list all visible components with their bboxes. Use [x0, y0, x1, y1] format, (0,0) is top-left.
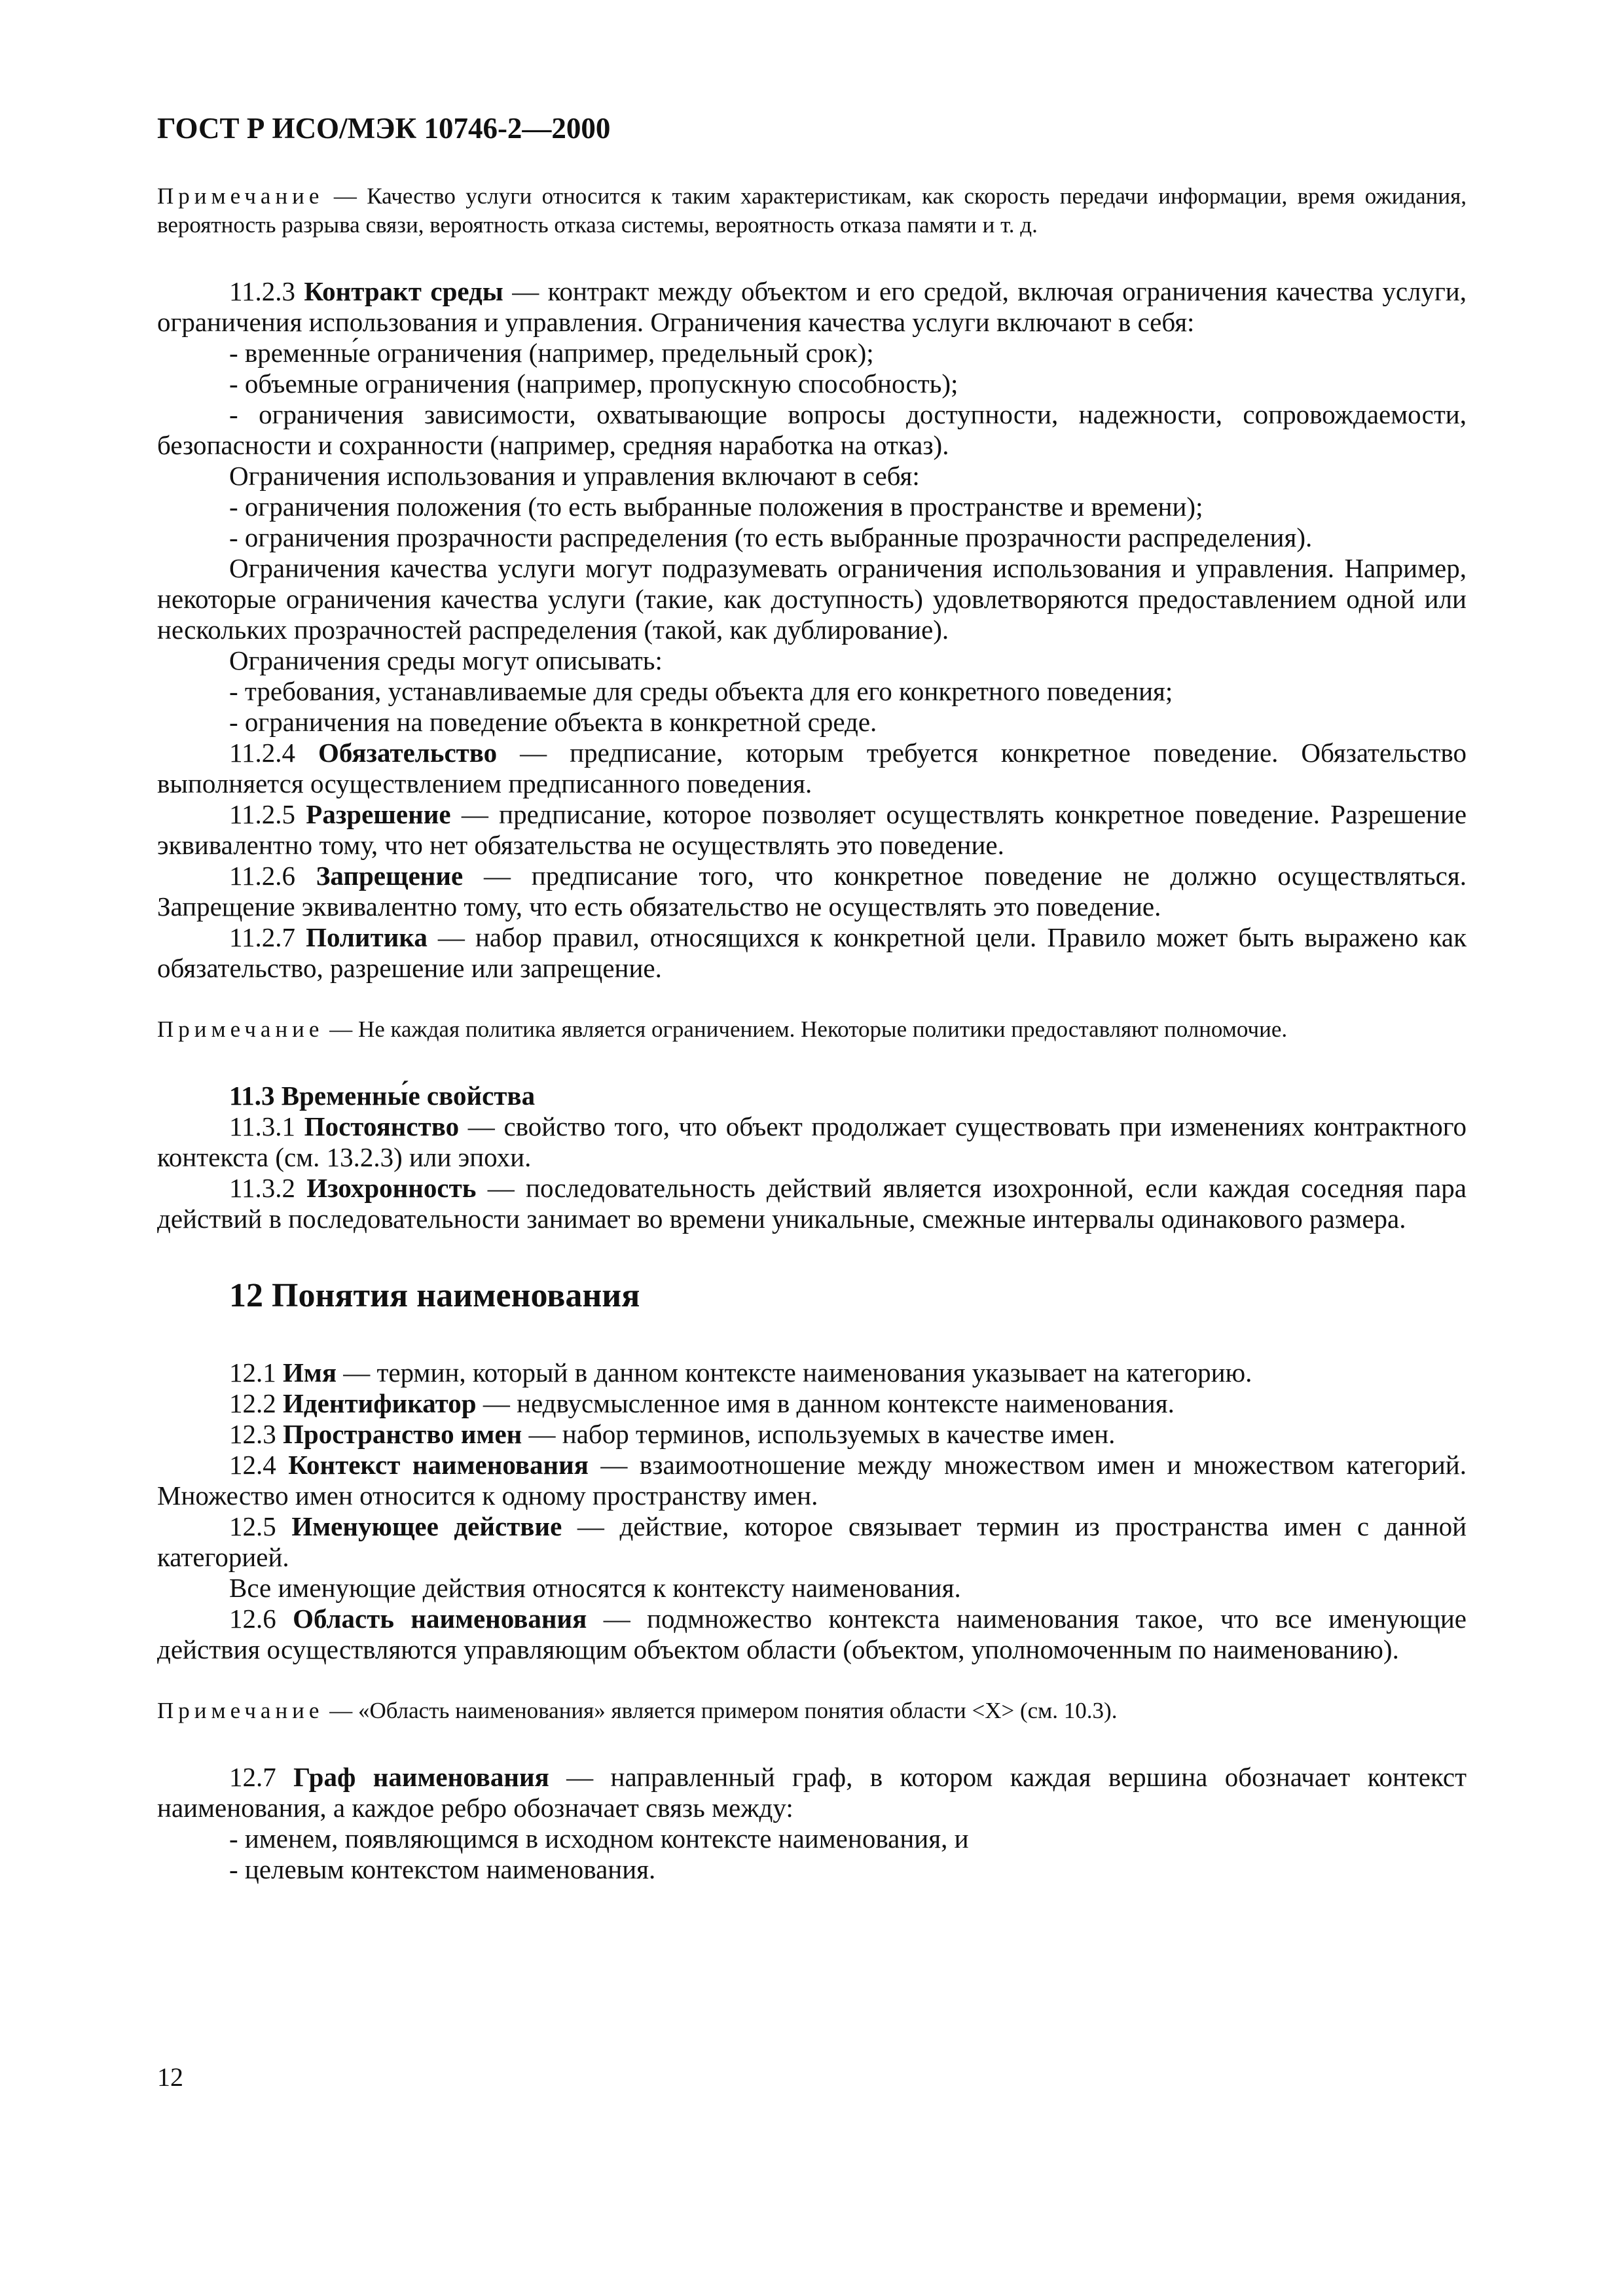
note-3-text: — «Область наименования» является примером понятия области <X> (см. 10.3).: [323, 1698, 1118, 1723]
list-item: - ограничения положения (то есть выбранные положения в пространстве и времени);: [229, 492, 1203, 522]
clause-term: Имя: [283, 1357, 337, 1388]
clause-term: Обязательство: [318, 738, 498, 768]
clause-number: 11.3.2: [229, 1173, 295, 1203]
clause-11-2-4: [157, 738, 1467, 799]
paragraph: Ограничения среды могут описывать:: [229, 645, 663, 675]
clause-text: — подмножество контекста наименования такое, что все именующие действия осуществляются управляющим объектом области (объектом, уполномоченным по наименованию).: [157, 1604, 1467, 1664]
clause-text: — предписание того, что конкретное поведение не должно осуществляться. Запрещение эквивалентно тому, что есть обязательство не осуществлять это поведение.: [157, 861, 1467, 922]
clause-12-2: [157, 1388, 1467, 1419]
list-item: - ограничения на поведение объекта в конкретной среде.: [229, 707, 877, 737]
clause-number: 12.3: [229, 1419, 276, 1449]
clause-11-3-2: [157, 1173, 1467, 1234]
clause-12-1: [157, 1357, 1467, 1388]
clause-term: Постоянство: [304, 1111, 460, 1141]
clause-number: 12.7: [229, 1762, 276, 1792]
list-item: - целевым контекстом наименования.: [229, 1854, 656, 1884]
clause-term: Запрещение: [316, 861, 464, 891]
list-item: - временны́е ограничения (например, предельный срок);: [229, 338, 874, 368]
paragraph: Ограничения качества услуги могут подразумевать ограничения использования и управления. Например, некоторые ограничения качества услуги (такие, как доступность) удовлетворяются предоставлением одной или нескольких прозрачностей распределения (такой, как дублирование).: [157, 553, 1467, 645]
clause-number: 12.2: [229, 1388, 276, 1418]
clause-text: — термин, который в данном контексте наименования указывает на категорию.: [337, 1357, 1252, 1388]
clause-text: — предписание, которое позволяет осуществлять конкретное поведение. Разрешение эквивалентно тому, что нет обязательства не осуществлять это поведение.: [157, 799, 1467, 860]
list-item: - ограничения зависимости, охватывающие вопросы доступности, надежности, сопровождаемости, безопасности и сохранности (например, средняя наработка на отказ).: [157, 399, 1467, 460]
clause-text: — набор терминов, используемых в качестве имен.: [522, 1419, 1116, 1449]
clause-number: 12.6: [229, 1604, 276, 1634]
clause-term: Идентификатор: [283, 1388, 477, 1418]
document-header: ГОСТ Р ИСО/МЭК 10746-2—2000: [157, 112, 611, 145]
note-1: [157, 182, 1467, 240]
note-2: [157, 1015, 1467, 1044]
clause-term: Пространство имен: [283, 1419, 522, 1449]
list-item: - объемные ограничения (например, пропускную способность);: [229, 368, 958, 399]
clause-text: — свойство того, что объект продолжает существовать при изменениях контрактного контекста (см. 13.2.3) или эпохи.: [157, 1111, 1467, 1172]
clause-11-2-5: [157, 799, 1467, 861]
note-2-text: — Не каждая политика является ограничением. Некоторые политики предоставляют полномочие.: [323, 1016, 1288, 1042]
section-11-3-heading: 11.3 Временны́е свойства: [229, 1081, 536, 1111]
paragraph: Все именующие действия относятся к контексту наименования.: [229, 1573, 961, 1603]
clause-12-5: [157, 1511, 1467, 1573]
clause-12-4: [157, 1450, 1467, 1511]
clause-text: — направленный граф, в котором каждая вершина обозначает контекст наименования, а каждое ребро обозначает связь между:: [157, 1762, 1467, 1823]
clause-12-6: [157, 1604, 1467, 1665]
clause-number: 11.2.5: [229, 799, 295, 829]
clause-term: Разрешение: [306, 799, 451, 829]
clause-text: — набор правил, относящихся к конкретной цели. Правило может быть выражено как обязательство, разрешение или запрещение.: [157, 922, 1467, 983]
clause-text: — контракт между объектом и его средой, включая ограничения качества услуги, ограничения использования и управления. Ограничения качества услуги включают в себя:: [157, 276, 1467, 337]
page-number: 12: [157, 2062, 183, 2092]
clause-number: 12.1: [229, 1357, 276, 1388]
clause-number: 11.2.6: [229, 861, 295, 891]
clause-term: Именующее действие: [291, 1511, 562, 1541]
clause-12-7: [157, 1762, 1467, 1823]
clause-number: 12.5: [229, 1511, 276, 1541]
clause-number: 11.3.1: [229, 1111, 295, 1141]
clause-term: Политика: [306, 922, 428, 952]
clause-11-2-3: [157, 276, 1467, 338]
note-3: [157, 1696, 1467, 1725]
clause-number: 11.2.3: [229, 276, 295, 306]
clause-term: Изохронность: [306, 1173, 477, 1203]
clause-text: — последовательность действий является изохронной, если каждая соседняя пара действий в последовательности занимает во времени уникальные, смежные интервалы одинакового размера.: [157, 1173, 1467, 1234]
clause-term: Граф наименования: [293, 1762, 549, 1792]
list-item: - требования, устанавливаемые для среды объекта для его конкретного поведения;: [229, 676, 1173, 706]
list-item: - именем, появляющимся в исходном контексте наименования, и: [229, 1823, 969, 1854]
clause-number: 11.2.7: [229, 922, 295, 952]
note-1-lead: Примечание: [157, 183, 324, 209]
clause-term: Контракт среды: [304, 276, 503, 306]
note-3-lead: Примечание: [157, 1698, 324, 1723]
clause-term: Область наименования: [293, 1604, 587, 1634]
clause-12-3: [157, 1419, 1467, 1450]
note-1-text: — Качество услуги относится к таким характеристикам, как скорость передачи информации, время ожидания, вероятность разрыва связи, вероятность отказа системы, вероятность отказа памяти и т. д.: [157, 183, 1467, 238]
clause-text: — недвусмысленное имя в данном контексте наименования.: [476, 1388, 1175, 1418]
document-page: [157, 111, 1467, 1885]
clause-text: — взаимоотношение между множеством имен и множеством категорий. Множество имен относится к одному пространству имен.: [157, 1450, 1467, 1511]
clause-11-3-1: [157, 1111, 1467, 1173]
clause-number: 11.2.4: [229, 738, 295, 768]
paragraph: Ограничения использования и управления включают в себя:: [229, 461, 920, 491]
clause-11-2-6: [157, 861, 1467, 922]
section-12-heading: 12 Понятия наименования: [229, 1277, 640, 1314]
note-2-lead: Примечание: [157, 1016, 324, 1042]
clause-text: — действие, которое связывает термин из пространства имен с данной категорией.: [157, 1511, 1467, 1572]
clause-text: — предписание, которым требуется конкретное поведение. Обязательство выполняется осуществлением предписанного поведения.: [157, 738, 1467, 798]
clause-term: Контекст наименования: [288, 1450, 589, 1480]
list-item: - ограничения прозрачности распределения (то есть выбранные прозрачности распределения).: [229, 522, 1313, 552]
clause-11-2-7: [157, 922, 1467, 984]
clause-number: 12.4: [229, 1450, 276, 1480]
